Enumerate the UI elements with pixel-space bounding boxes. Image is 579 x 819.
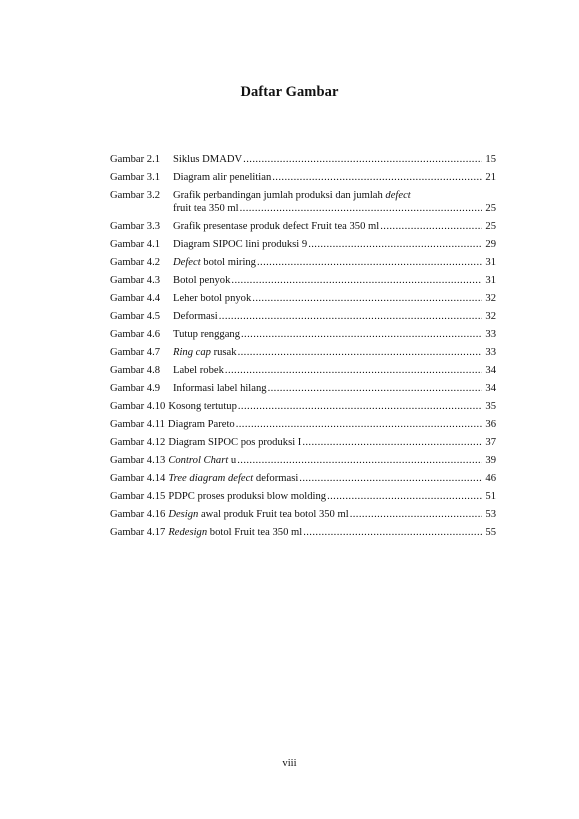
figure-label: Gambar 2.1 — [110, 154, 161, 165]
figure-label: Gambar 4.11 — [110, 419, 165, 430]
figure-entry[interactable] — [110, 400, 496, 413]
dot-leader — [303, 526, 482, 539]
figure-title — [168, 418, 235, 431]
figure-label: Gambar 4.12 — [110, 437, 166, 448]
figure-entry[interactable] — [110, 418, 496, 431]
figure-title-italic: Design — [168, 509, 199, 520]
figure-title-text: Grafik perbandingan jumlah produksi dan jumlah — [173, 190, 386, 201]
figure-label: Gambar 4.9 — [110, 383, 161, 394]
figure-label: Gambar 4.10 — [110, 401, 166, 412]
figure-title-text: Informasi label hilang — [173, 383, 267, 394]
figure-title-text: awal produk Fruit tea botol 350 ml — [198, 509, 349, 520]
figure-title-text: botol miring — [200, 257, 256, 268]
dot-leader — [350, 508, 483, 521]
figure-entry[interactable] — [110, 508, 496, 521]
figure-title-text: PDPC proses produksi blow molding — [168, 491, 327, 502]
figure-label: Gambar 3.3 — [110, 221, 161, 232]
dot-leader — [238, 400, 483, 413]
figure-page-number: 31 — [485, 275, 496, 286]
dot-leader — [268, 382, 483, 395]
figure-entry[interactable] — [110, 292, 496, 305]
figure-title — [168, 526, 302, 539]
figure-label: Gambar 4.6 — [110, 329, 161, 340]
figure-label: Gambar 4.15 — [110, 491, 166, 502]
dot-leader — [225, 364, 483, 377]
dot-leader — [272, 171, 482, 184]
figure-title-text: Diagram alir penelitian — [173, 172, 272, 183]
figure-entry[interactable] — [110, 256, 496, 269]
figure-entry[interactable] — [110, 526, 496, 539]
figure-title — [173, 256, 256, 269]
figure-title-text: Botol penyok — [173, 275, 231, 286]
figure-page-number: 35 — [485, 401, 496, 412]
figure-label: Gambar 4.13 — [110, 455, 166, 466]
figure-page-number: 55 — [485, 527, 496, 538]
figure-title — [173, 220, 379, 233]
figure-label: Gambar 3.2 — [110, 190, 161, 201]
dot-leader — [308, 238, 482, 251]
figure-page-number: 36 — [485, 419, 496, 430]
figure-page-number: 46 — [485, 473, 496, 484]
figure-title — [168, 490, 326, 503]
dot-leader — [302, 436, 482, 449]
figure-title-italic: Defect — [173, 257, 201, 268]
figure-page-number: 51 — [485, 491, 496, 502]
figure-page-number: 31 — [485, 257, 496, 268]
figure-page-number: 29 — [485, 239, 496, 250]
figure-label: Gambar 4.16 — [110, 509, 166, 520]
figure-title-italic: Redesign — [168, 527, 208, 538]
figure-page-number: 34 — [485, 383, 496, 394]
figure-title-text: Deformasi — [173, 311, 218, 322]
figure-entry[interactable] — [110, 220, 496, 233]
figure-entry[interactable] — [110, 153, 496, 166]
figure-title — [168, 472, 298, 485]
figure-list — [110, 153, 496, 544]
figure-title — [168, 436, 301, 449]
dot-leader — [257, 256, 482, 269]
figure-entry[interactable] — [110, 364, 496, 377]
figure-page-number: 32 — [485, 311, 496, 322]
figure-title — [173, 310, 218, 323]
figure-title — [168, 454, 236, 467]
figure-label: Gambar 4.14 — [110, 473, 166, 484]
figure-title-italic: Control Chart — [168, 455, 229, 466]
figure-title — [173, 153, 242, 166]
figure-entry[interactable] — [110, 454, 496, 467]
figure-title-text: deformasi — [253, 473, 299, 484]
figure-title-italic: Ring cap — [173, 347, 211, 358]
figure-title-text: Tutup renggang — [173, 329, 240, 340]
dot-leader — [238, 346, 483, 359]
figure-label: Gambar 4.5 — [110, 311, 161, 322]
figure-entry[interactable] — [110, 171, 496, 184]
figure-entry[interactable] — [110, 382, 496, 395]
dot-leader — [299, 472, 482, 485]
figure-title-text: Siklus DMADV — [173, 154, 243, 165]
figure-label: Gambar 4.3 — [110, 275, 161, 286]
figure-label: Gambar 4.7 — [110, 347, 161, 358]
figure-title — [168, 508, 348, 521]
figure-title — [173, 292, 251, 305]
figure-title — [168, 400, 237, 413]
figure-page-number: 34 — [485, 365, 496, 376]
figure-title-text: rusak — [210, 347, 237, 358]
figure-title — [173, 346, 237, 359]
figure-title-continuation: fruit tea 350 ml — [173, 203, 239, 214]
figure-label: Gambar 4.17 — [110, 527, 166, 538]
dot-leader — [219, 310, 483, 323]
figure-title — [173, 274, 230, 287]
figure-page-number: 53 — [485, 509, 496, 520]
figure-entry[interactable] — [110, 490, 496, 503]
figure-title-text: Diagram SIPOC lini produksi 9 — [173, 239, 308, 250]
figure-title-text: Label robek — [173, 365, 224, 376]
figure-label: Gambar 4.8 — [110, 365, 161, 376]
figure-title-text: botol Fruit tea 350 ml — [207, 527, 303, 538]
figure-title-text: Leher botol pnyok — [173, 293, 252, 304]
figure-title-text: Diagram Pareto — [167, 419, 235, 430]
figure-title — [173, 238, 307, 251]
figure-entry[interactable] — [110, 436, 496, 449]
dot-leader — [231, 274, 482, 287]
figure-page-number: 39 — [485, 455, 496, 466]
figure-label: Gambar 3.1 — [110, 172, 161, 183]
figure-title-text: u — [228, 455, 237, 466]
figure-title — [173, 189, 411, 202]
figure-label: Gambar 4.1 — [110, 239, 161, 250]
figure-title — [173, 364, 224, 377]
figure-title-italic: Tree diagram defect — [168, 473, 254, 484]
figure-title — [173, 382, 267, 395]
figure-page-number: 37 — [485, 437, 496, 448]
figure-title-text: Kosong tertutup — [168, 401, 237, 412]
figure-page-number: 25 — [485, 221, 496, 232]
figure-title — [173, 328, 240, 341]
figure-entry[interactable] — [110, 328, 496, 341]
figure-entry[interactable] — [110, 472, 496, 485]
figure-entry[interactable] — [110, 189, 496, 215]
figure-page-number: 15 — [485, 154, 496, 165]
dot-leader — [240, 202, 483, 215]
dot-leader — [241, 328, 482, 341]
figure-title-italic: defect — [385, 190, 411, 201]
figure-title-text: Diagram SIPOC pos produksi I — [168, 437, 302, 448]
figure-page-number: 25 — [485, 203, 496, 214]
figure-title — [173, 171, 271, 184]
figure-entry[interactable] — [110, 274, 496, 287]
dot-leader — [237, 454, 482, 467]
dot-leader — [243, 153, 482, 166]
dot-leader — [236, 418, 483, 431]
dot-leader — [380, 220, 482, 233]
page-title: Daftar Gambar — [240, 84, 339, 100]
figure-page-number: 33 — [485, 329, 496, 340]
figure-page-number: 21 — [485, 172, 496, 183]
figure-label: Gambar 4.2 — [110, 257, 161, 268]
dot-leader — [252, 292, 482, 305]
figure-label: Gambar 4.4 — [110, 293, 161, 304]
figure-page-number: 33 — [485, 347, 496, 358]
figure-entry[interactable] — [110, 346, 496, 359]
figure-entry[interactable] — [110, 310, 496, 323]
page-number: viii — [282, 758, 297, 769]
figure-entry[interactable] — [110, 238, 496, 251]
dot-leader — [327, 490, 482, 503]
figure-title-text: Grafik presentase produk defect Fruit tea 350 ml — [173, 221, 380, 232]
figure-page-number: 32 — [485, 293, 496, 304]
